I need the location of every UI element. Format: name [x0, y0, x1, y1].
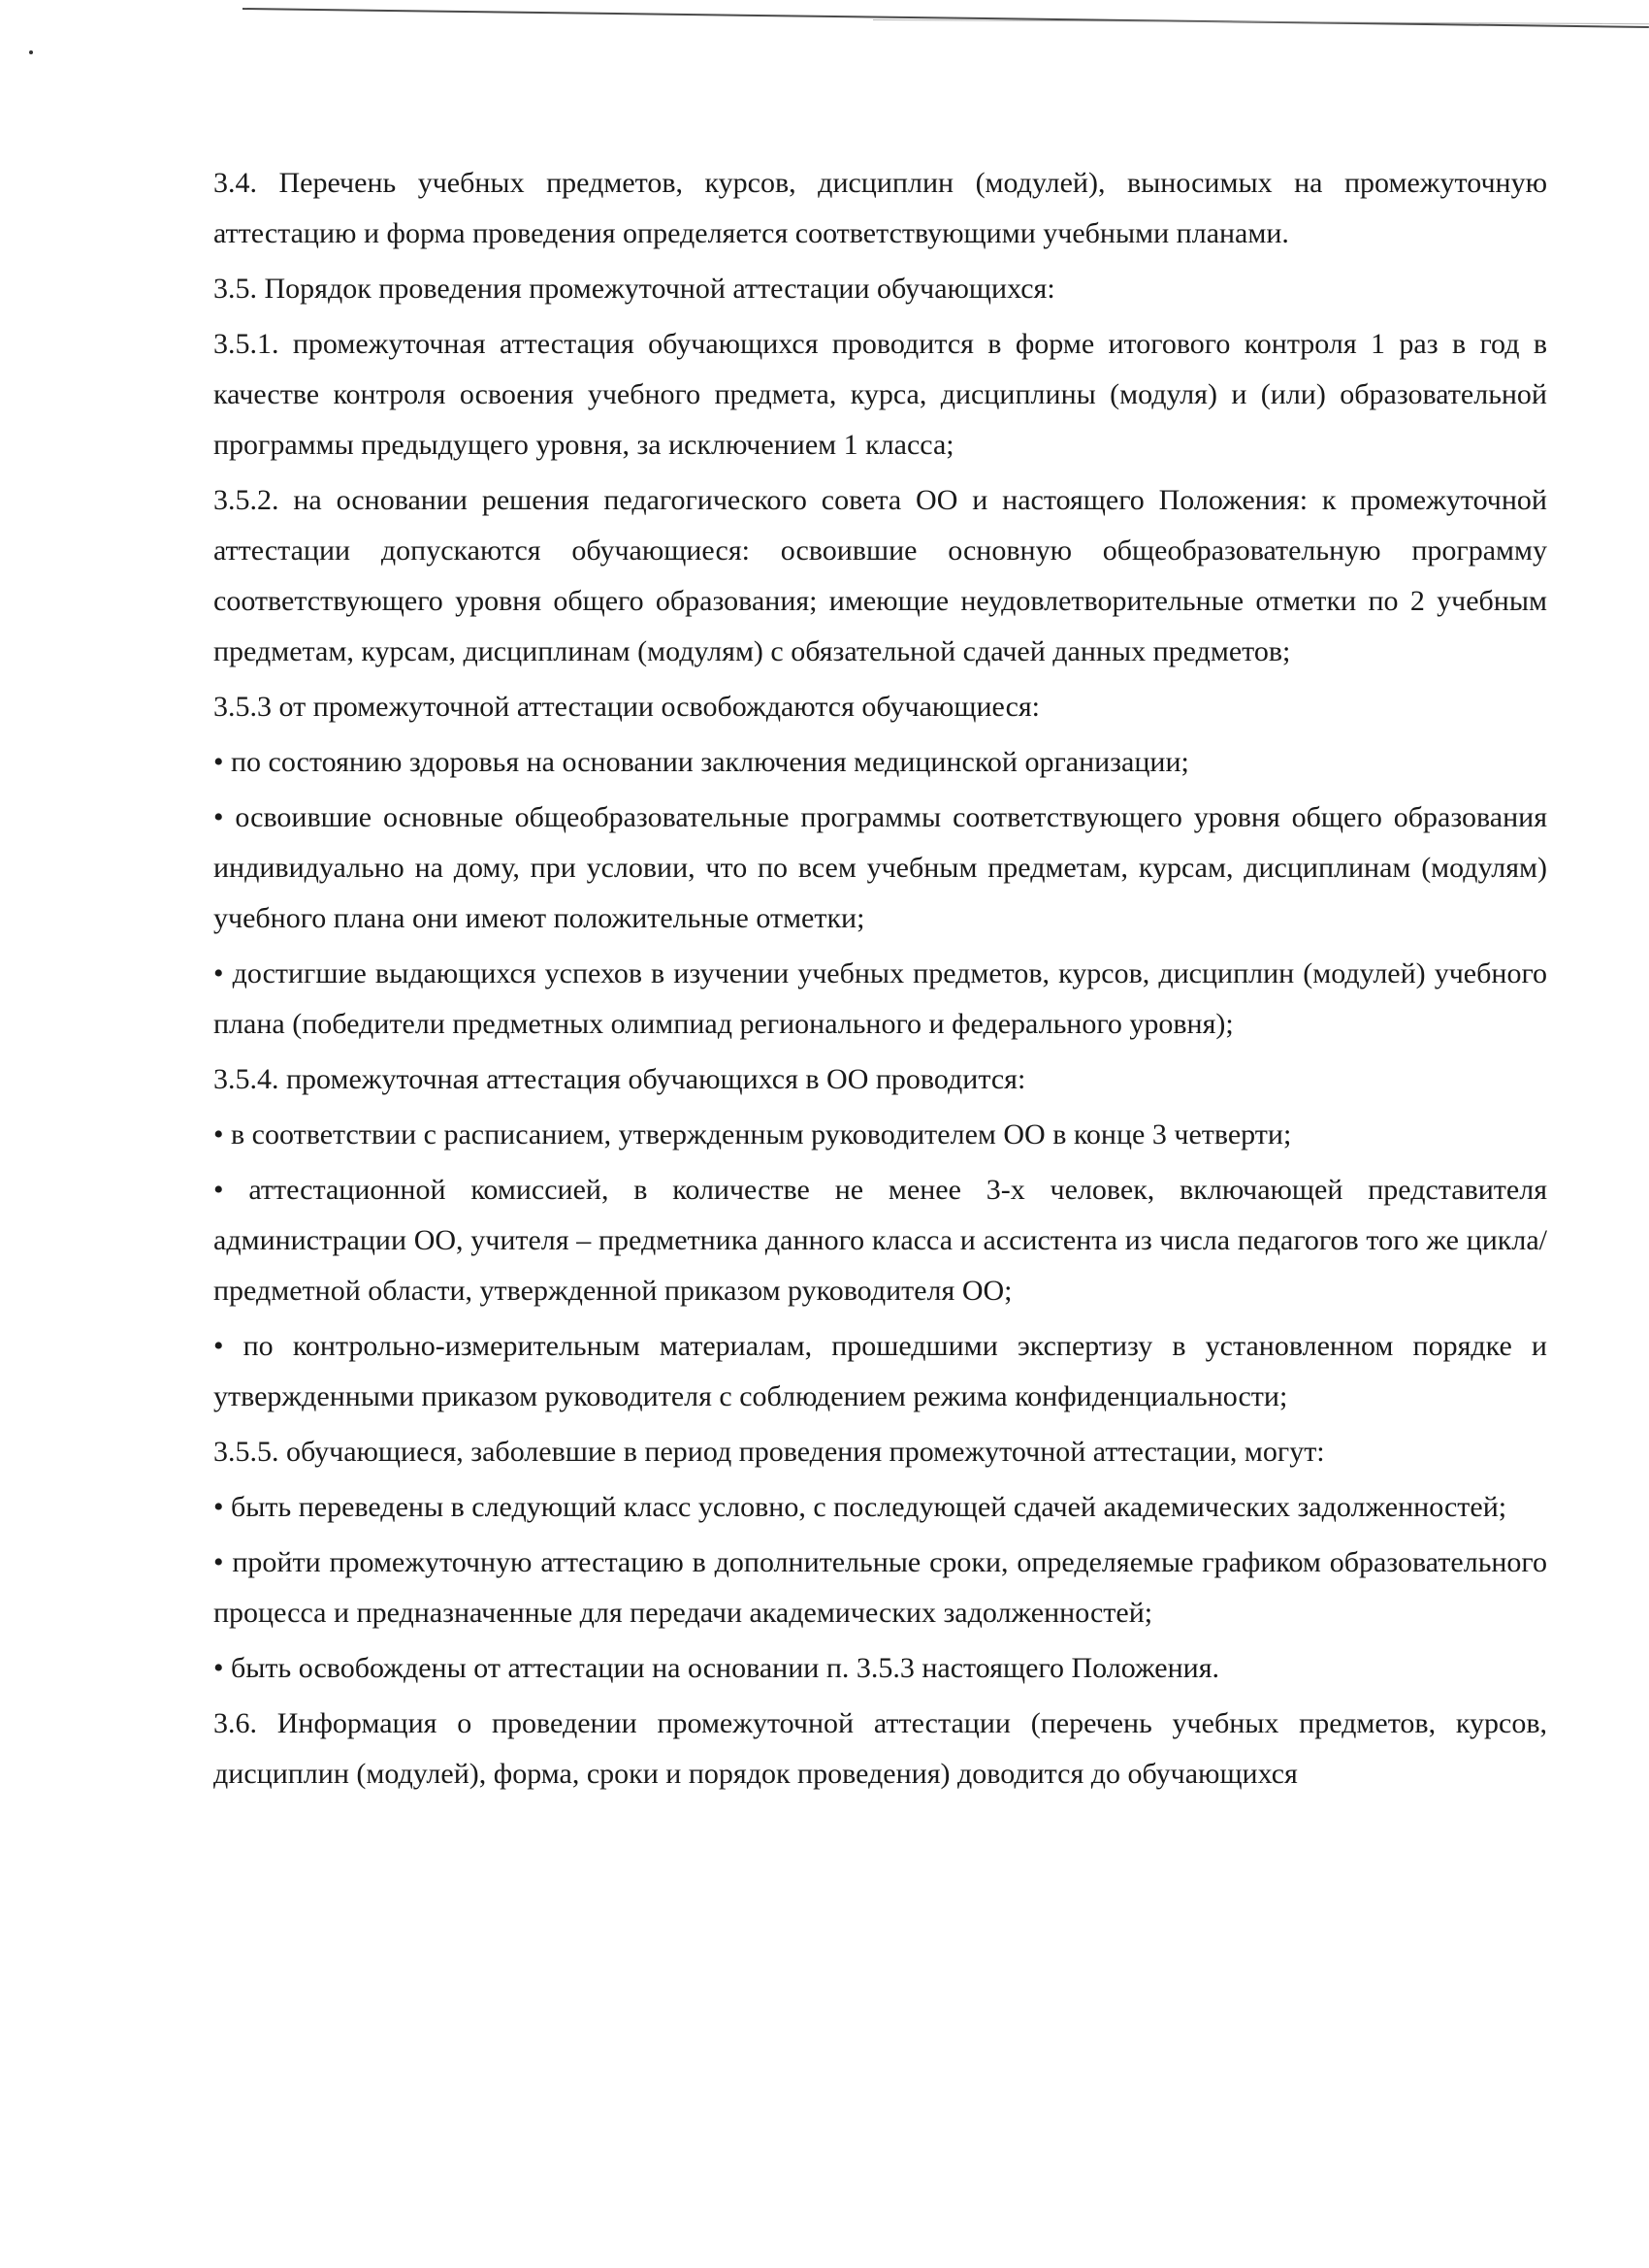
bullet-health: • по состоянию здоровья на основании заключения медицинской организации;	[213, 746, 1189, 778]
bullet-olympiad-winners: • достигшие выдающихся успехов в изучении учебных предметов, курсов, дисциплин (модулей) учебного плана (победители предметных олимпиад регионального и федерального уровня);	[213, 957, 1547, 1040]
paragraph-3-5: 3.5. Порядок проведения промежуточной аттестации обучающихся:	[213, 273, 1055, 305]
paragraph-3-5-1: 3.5.1. промежуточная аттестация обучающихся проводится в форме итогового контроля 1 раз в год в качестве контроля освоения учебного предмета, курса, дисциплины (модуля) и (или) образовательной программы предыдущего уровня, за исключением 1 класса;	[213, 328, 1547, 461]
paragraph-3-5-2: 3.5.2. на основании решения педагогического совета ОО и настоящего Положения: к промежуточной аттестации допускаются обучающиеся: освоившие основную общеобразовательную программу соответствующего уровня общего образования; имеющие неудовлетворительные отметки по 2 учебным предметам, курсам, дисциплинам (модулям) с обязательной сдачей данных предметов;	[213, 484, 1547, 667]
bullet-home-study: • освоившие основные общеобразовательные программы соответствующего уровня общего образования индивидуально на дому, при условии, что по всем учебным предметам, курсам, дисциплинам (модулям) учебного плана они имеют положительные отметки;	[213, 801, 1547, 934]
bullet-schedule: • в соответствии с расписанием, утвержденным руководителем ОО в конце 3 четверти;	[213, 1118, 1292, 1150]
bullet-conditional-transfer: • быть переведены в следующий класс условно, с последующей сдачей академических задолженностей;	[213, 1491, 1507, 1523]
paragraph-3-5-3: 3.5.3 от промежуточной аттестации освобождаются обучающиеся:	[213, 691, 1041, 723]
bullet-commission: • аттестационной комиссией, в количестве не менее 3-х человек, включающей представителя администрации ОО, учителя – предметника данного класса и ассистента из числа педагогов того же цикла/предметной области, утвержденной приказом руководителя ОО;	[213, 1174, 1547, 1307]
scan-speck	[29, 50, 33, 54]
scan-top-edge	[242, 8, 1649, 28]
paragraph-3-4: 3.4. Перечень учебных предметов, курсов, дисциплин (модулей), выносимых на промежуточную аттестацию и форма проведения определяется соответствующими учебными планами.	[213, 167, 1547, 249]
document-body	[213, 158, 1547, 1799]
paragraph-3-5-4: 3.5.4. промежуточная аттестация обучающихся в ОО проводится:	[213, 1063, 1026, 1095]
paragraph-3-5-5: 3.5.5. обучающиеся, заболевшие в период проведения промежуточной аттестации, могут:	[213, 1436, 1325, 1468]
paragraph-3-6: 3.6. Информация о проведении промежуточной аттестации (перечень учебных предметов, курсов, дисциплин (модулей), форма, сроки и порядок проведения) доводится до обучающихся	[213, 1707, 1547, 1790]
bullet-additional-terms: • пройти промежуточную аттестацию в дополнительные сроки, определяемые графиком образовательного процесса и предназначенные для передачи академических задолженностей;	[213, 1546, 1547, 1629]
bullet-exemption: • быть освобождены от аттестации на основании п. 3.5.3 настоящего Положения.	[213, 1652, 1220, 1684]
bullet-materials: • по контрольно-измерительным материалам, прошедшими экспертизу в установленном порядке и утвержденными приказом руководителя с соблюдением режима конфиденциальности;	[213, 1330, 1547, 1412]
